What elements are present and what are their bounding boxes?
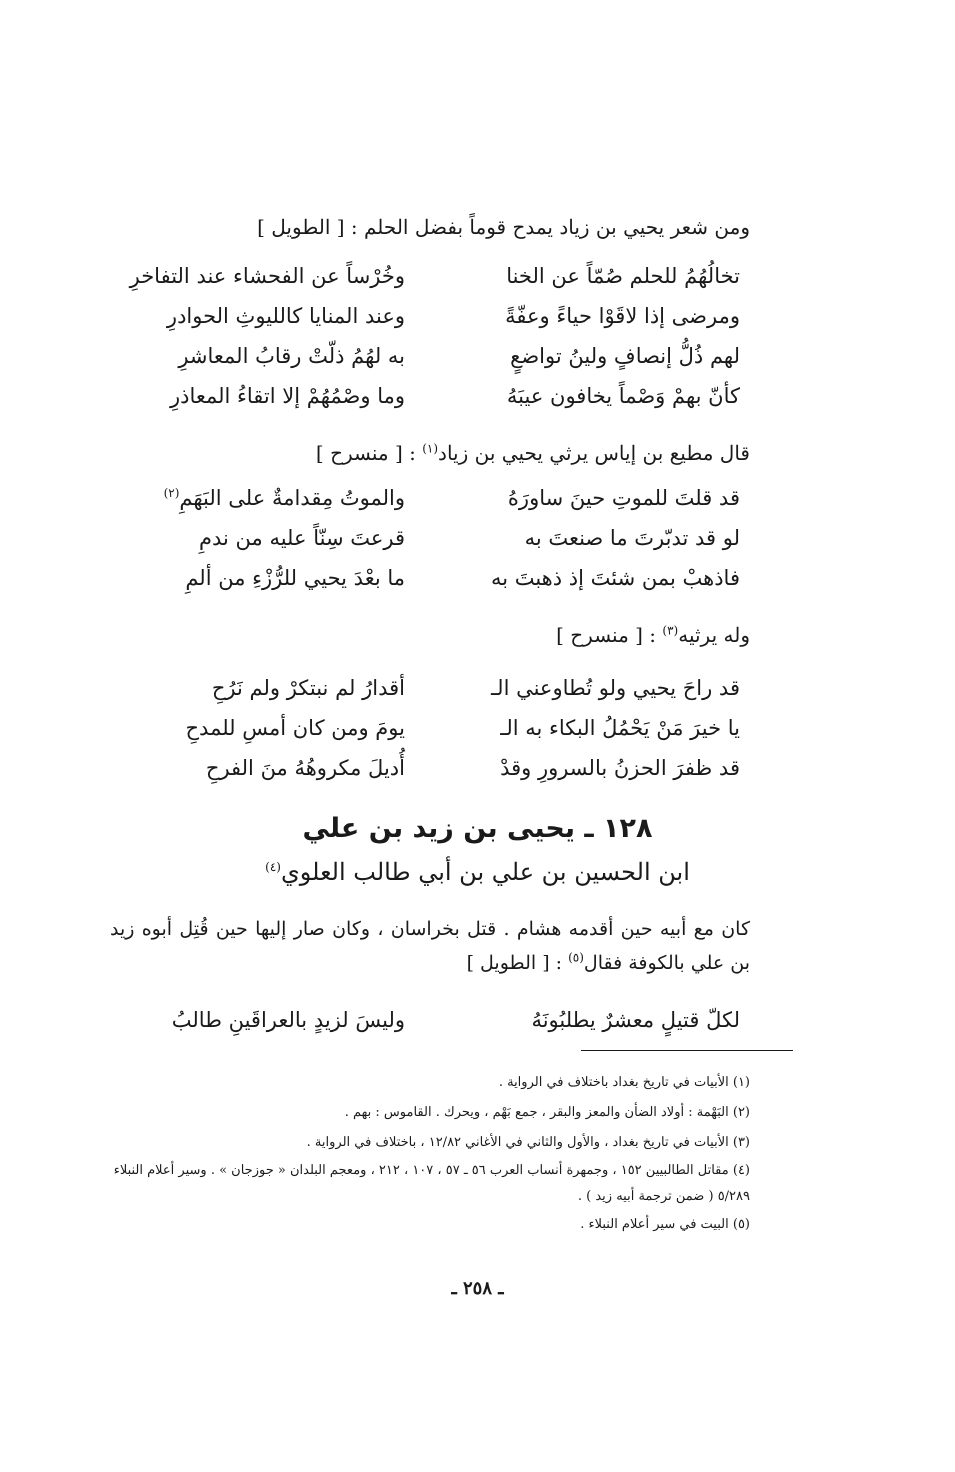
meter-label: : [ منسرح ] xyxy=(556,623,663,647)
entry-paragraph xyxy=(110,912,750,980)
verse-second-hemistich: وخُرْساً عن الفحشاء عند التفاخرِ xyxy=(129,264,405,288)
verse-first-hemistich: فاذهبْ بمن شئتَ إذ ذهبتَ به xyxy=(490,566,740,590)
entry-title: ١٢٨ ـ يحيى بن زيد بن علي xyxy=(302,813,653,844)
verse-second-hemistich: وليسَ لزيدٍ بالعراقَينِ طالبُ xyxy=(171,1008,405,1032)
verse xyxy=(160,668,740,708)
footnotes xyxy=(110,1068,750,1240)
footnote-ref: (١) xyxy=(422,441,439,456)
footnote: (٤) مقاتل الطالبيين ١٥٢ ، وجمهرة أنساب العرب ٥٦ ـ ٥٧ ، ١٠٧ ، ٢١٢ ، ومعجم البلدان « جوزجان » . وسير أعلام النبلاء ٥/٢٨٩ ( ضمن ترجمة أبيه زيد ) . xyxy=(113,1163,750,1204)
poem-intro-3 xyxy=(150,620,750,650)
verse-first-hemistich: قد قلتَ للموتِ حينَ ساورَهُ xyxy=(507,486,740,510)
intro-text: وله يرثيه xyxy=(678,623,750,647)
verse xyxy=(129,256,740,296)
verse xyxy=(160,748,740,788)
footnote-separator xyxy=(581,1050,793,1051)
verse-first-hemistich: قد ظفرَ الحزنُ بالسرورِ وقدْ xyxy=(500,756,740,780)
subtitle-text: ابن الحسين بن علي بن أبي طالب العلوي xyxy=(280,858,690,886)
verse-second-hemistich: أقدارُ لم نبتكرْ ولم نَرُحِ xyxy=(211,676,405,700)
poem-intro-1: ومن شعر يحيي بن زياد يمدح قوماً بفضل الحلم : [ الطويل ] xyxy=(257,215,750,239)
meter-label: : [ منسرح ] xyxy=(315,441,423,465)
footnote: (٢) البَهْمة : أولاد الضأن والمعز والبقر ، جمع بَهْم ، ويحرك . القاموس : بهم . xyxy=(344,1105,750,1120)
verse xyxy=(160,558,740,598)
footnote-ref: (٥) xyxy=(568,950,584,965)
verse-second-hemistich: ما بعْدَ يحيي للرُّزْءِ من ألمِ xyxy=(185,566,405,590)
entry-subtitle xyxy=(0,856,955,888)
footnote-ref: (٤) xyxy=(265,860,281,874)
footnote-ref: (٢) xyxy=(163,486,180,500)
page-number: ـ ٢٥٨ ـ xyxy=(451,1278,504,1299)
verse-second-hemistich: وما وصْمُهُمْ إلا اتقاءُ المعاذرِ xyxy=(169,384,405,408)
verse-second-hemistich: يومَ ومن كان أمسِ للمدحِ xyxy=(185,716,405,740)
verse-first-hemistich: قد راحَ يحيي ولو تُطاوعني الـ xyxy=(491,676,740,700)
footnote-ref: (٣) xyxy=(662,623,679,638)
verse-second-hemistich: قرعتَ سِنّاً عليه من ندمِ xyxy=(199,526,405,550)
verse-first-hemistich: لكلّ قتيلٍ معشرٌ يطلبُونَهُ xyxy=(531,1008,740,1032)
poem-1 xyxy=(129,256,740,416)
verse-first-hemistich: تخالُهُمُ للحلم صُمّاً عن الخنا xyxy=(506,264,740,288)
verse xyxy=(160,296,740,336)
hemistich-text: والموتُ مِقدامةٌ على البَهَمِ xyxy=(179,486,405,510)
verse xyxy=(160,478,740,518)
verse-second-hemistich: أُديلَ مكروهُهُ منَ الفرحِ xyxy=(205,756,405,780)
verse-first-hemistich: يا خيرَ مَنْ يَحْمُلُ البكاء به الـ xyxy=(500,716,740,740)
poem-intro-2 xyxy=(150,438,750,468)
verse xyxy=(160,336,740,376)
verse xyxy=(160,518,740,558)
verse-second-hemistich: وعند المنايا كالليوثِ الحوادرِ xyxy=(166,304,405,328)
meter-label: : [ الطويل ] xyxy=(466,952,569,974)
poem-2 xyxy=(160,478,740,598)
verse-first-hemistich: كأنّ بهمْ وَصْماً يخافون عيبَهُ xyxy=(506,384,740,408)
footnote: (٥) البيت في سير أعلام النبلاء . xyxy=(580,1217,750,1232)
poem-4 xyxy=(160,1000,740,1040)
verse xyxy=(160,1000,740,1040)
verse xyxy=(160,708,740,748)
intro-text: قال مطيع بن إياس يرثي يحيي بن زياد xyxy=(438,441,750,465)
verse-first-hemistich: لو قد تدبّرتَ ما صنعتَ به xyxy=(524,526,740,550)
poem-3 xyxy=(160,668,740,788)
verse-second-hemistich xyxy=(145,478,405,518)
verse-first-hemistich: لهم ذُلُّ إنصافٍ ولينُ تواضعٍ xyxy=(510,344,740,368)
verse xyxy=(160,376,740,416)
footnote: (١) الأبيات في تاريخ بغداد باختلاف في الرواية . xyxy=(498,1075,750,1090)
verse-second-hemistich: به لهُمُ ذلّتْ رقابُ المعاشرِ xyxy=(178,344,405,368)
footnote: (٣) الأبيات في تاريخ بغداد ، والأول والثاني في الأغاني ١٢/٨٢ ، باختلاف في الرواية . xyxy=(306,1135,750,1150)
verse-first-hemistich: ومرضى إذا لاقَوْا حياءً وعفّةً xyxy=(505,304,740,328)
paragraph-text: كان مع أبيه حين أقدمه هشام . قتل بخراسان ، وكان صار إليها حين قُتِل أبوه زيد بن علي بالكوفة فقال xyxy=(110,918,750,974)
